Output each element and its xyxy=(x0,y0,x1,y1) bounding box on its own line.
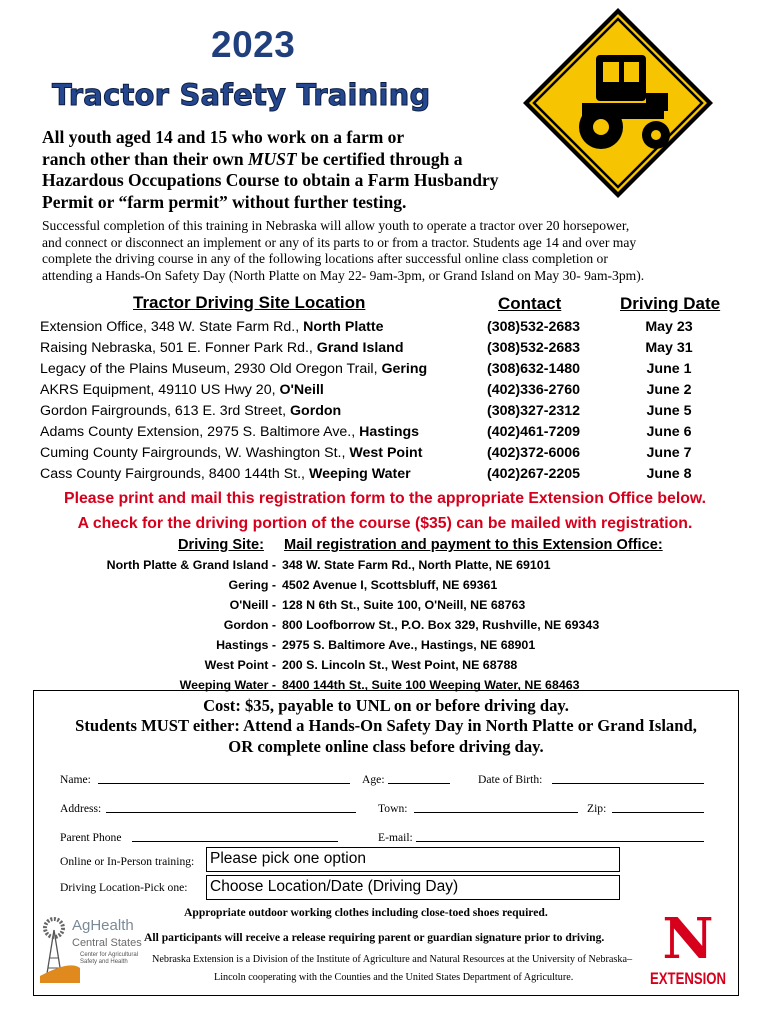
site-city: Hastings xyxy=(359,424,420,440)
aghealth-name: AgHealth xyxy=(72,917,134,934)
intro-text: ranch other than their own xyxy=(42,148,248,169)
site-phone: (402)336-2760 xyxy=(487,382,581,398)
site-address: Cass County Fairgrounds, 8400 144th St., xyxy=(40,466,309,482)
site-date: June 6 xyxy=(646,424,692,440)
site-city: Weeping Water xyxy=(308,466,411,482)
mailing-site: West Point - xyxy=(204,658,276,672)
site-address: Legacy of the Plains Museum, 2930 Old Oregon Trail, xyxy=(40,361,382,377)
list-item xyxy=(0,658,700,678)
intro-statement xyxy=(42,127,602,213)
parent-phone-label: Parent Phone xyxy=(60,831,122,844)
site-location xyxy=(40,424,419,440)
training-label: Online or In-Person training: xyxy=(60,855,195,868)
mailing-address: 4502 Avenue I, Scottsbluff, NE 69361 xyxy=(282,578,498,592)
table-row xyxy=(40,361,740,382)
list-item xyxy=(0,638,700,658)
mailing-address: 800 Loofborrow St., P.O. Box 329, Rushville, NE 69343 xyxy=(282,618,600,632)
site-address: AKRS Equipment, 49110 US Hwy 20, xyxy=(40,382,280,398)
aghealth-logo xyxy=(40,908,140,983)
mailing-site: Weeping Water - xyxy=(179,678,276,692)
site-location xyxy=(40,319,384,335)
training-select[interactable]: Please pick one option xyxy=(206,847,620,872)
intro-text: be certified through a xyxy=(296,148,463,169)
site-phone: (308)532-2683 xyxy=(487,340,581,356)
email-field[interactable] xyxy=(416,830,704,842)
site-location xyxy=(40,403,341,419)
table-row xyxy=(40,382,740,403)
column-header-date: Driving Date xyxy=(620,294,721,313)
column-header-site: Tractor Driving Site Location xyxy=(133,293,366,312)
table-row xyxy=(40,319,740,340)
release-notice: All participants will receive a release requiring parent or guardian signature prior to driving. xyxy=(144,931,605,944)
mailing-site: Hastings - xyxy=(216,638,276,652)
site-phone: (308)327-2312 xyxy=(487,403,581,419)
zip-label: Zip: xyxy=(587,802,607,815)
aghealth-center-line2: Safety and Health xyxy=(80,959,128,965)
intro-line: Permit or “farm permit” without further testing. xyxy=(42,191,407,212)
table-row xyxy=(40,403,740,424)
site-location xyxy=(40,382,324,398)
intro-emphasis: MUST xyxy=(247,148,297,169)
description-line: and connect or disconnect an implement or any of its parts to or from a tractor. Students age 14 and over may xyxy=(42,234,637,250)
site-phone: (402)267-2205 xyxy=(487,466,581,482)
site-location xyxy=(40,466,411,482)
site-address: Extension Office, 348 W. State Farm Rd., xyxy=(40,319,304,335)
site-city: Gering xyxy=(381,361,428,377)
zip-field[interactable] xyxy=(612,801,704,813)
driving-site-header: Driving Site: xyxy=(178,537,264,553)
dob-label: Date of Birth: xyxy=(478,773,543,786)
address-field[interactable] xyxy=(106,801,356,813)
mailing-site: Gering - xyxy=(228,578,276,592)
site-phone: (308)632-1480 xyxy=(487,361,581,377)
list-item xyxy=(0,578,700,598)
table-row xyxy=(40,445,740,466)
age-field[interactable] xyxy=(388,772,450,784)
mailing-address: 348 W. State Farm Rd., North Platte, NE 69101 xyxy=(282,558,551,572)
table-row xyxy=(40,424,740,445)
year-heading: 2023 xyxy=(211,24,296,65)
site-address: Adams County Extension, 2975 S. Baltimore Ave., xyxy=(40,424,360,440)
site-date: June 1 xyxy=(646,361,692,377)
town-field[interactable] xyxy=(414,801,578,813)
town-label: Town: xyxy=(378,802,408,815)
site-city: West Point xyxy=(349,445,423,461)
site-date: June 7 xyxy=(646,445,692,461)
site-city: North Platte xyxy=(303,319,384,335)
description-paragraph xyxy=(42,218,742,284)
name-label: Name: xyxy=(60,773,91,786)
nebraska-n: N xyxy=(662,906,714,972)
site-city: Gordon xyxy=(290,403,342,419)
aghealth-subtitle: Central States xyxy=(72,937,142,949)
mailing-address: 200 S. Lincoln St., West Point, NE 68788 xyxy=(282,658,518,672)
address-label: Address: xyxy=(60,802,102,815)
clothing-notice: Appropriate outdoor working clothes including close-toed shoes required. xyxy=(184,906,548,919)
aghealth-center-line1: Center for Agricultural xyxy=(80,952,139,958)
site-date: May 23 xyxy=(645,319,693,335)
mailing-site: North Platte & Grand Island - xyxy=(106,558,276,572)
requirement-line-2: OR complete online class before driving day. xyxy=(228,737,544,756)
extension-wordmark: EXTENSION xyxy=(650,969,726,988)
requirement-line: Students MUST either: Attend a Hands-On Safety Day in North Platte or Grand Island, xyxy=(75,716,697,735)
description-line: attending a Hands-On Safety Day (North Platte on May 22- 9am-3pm, or Grand Island on May 30- 9am-3pm). xyxy=(42,267,645,283)
mailing-address: 2975 S. Baltimore Ave., Hastings, NE 68901 xyxy=(282,638,536,652)
site-city: Grand Island xyxy=(316,340,404,356)
mailing-site: Gordon - xyxy=(223,618,276,632)
extension-disclaimer-2: Lincoln cooperating with the Counties and the United States Department of Agriculture. xyxy=(214,972,574,983)
age-label: Age: xyxy=(362,773,385,786)
parent-phone-field[interactable] xyxy=(132,830,338,842)
site-address: Gordon Fairgrounds, 613 E. 3rd Street, xyxy=(40,403,290,419)
site-phone: (402)461-7209 xyxy=(487,424,581,440)
intro-line: Hazardous Occupations Course to obtain a Farm Husbandry xyxy=(42,170,499,190)
site-location xyxy=(40,340,404,356)
extension-disclaimer: Nebraska Extension is a Division of the Institute of Agriculture and Natural Resources at the University of Nebraska– xyxy=(152,954,633,965)
site-location xyxy=(40,361,427,377)
print-notice: Please print and mail this registration form to the appropriate Extension Office below. xyxy=(64,490,706,507)
intro-line xyxy=(42,149,602,171)
list-item xyxy=(0,618,700,638)
site-date: May 31 xyxy=(645,340,693,356)
mailing-site: O'Neill - xyxy=(229,598,276,612)
name-field[interactable] xyxy=(98,772,350,784)
intro-line: All youth aged 14 and 15 who work on a farm or xyxy=(42,127,405,147)
dob-field[interactable] xyxy=(552,772,704,784)
site-phone: (308)532-2683 xyxy=(487,319,581,335)
table-row xyxy=(40,466,740,487)
location-label: Driving Location-Pick one: xyxy=(60,881,188,894)
list-item xyxy=(0,558,700,578)
mailing-address: 8400 144th St., Suite 100 Weeping Water, NE 68463 xyxy=(282,678,580,692)
site-date: June 5 xyxy=(646,403,692,419)
list-item xyxy=(0,598,700,618)
description-line: complete the driving course in any of the following locations after successful online class completion or xyxy=(42,251,608,266)
site-address: Cuming County Fairgrounds, W. Washington St., xyxy=(40,445,350,461)
mailing-address: 128 N 6th St., Suite 100, O'Neill, NE 68763 xyxy=(282,598,526,612)
site-city: O'Neill xyxy=(279,382,324,398)
site-phone: (402)372-6006 xyxy=(487,445,581,461)
column-header-contact: Contact xyxy=(498,294,562,313)
cost-line: Cost: $35, payable to UNL on or before driving day. xyxy=(203,696,569,715)
nebraska-extension-logo xyxy=(648,906,728,990)
description-line: Successful completion of this training in Nebraska will allow youth to operate a tractor over 20 horsepower, xyxy=(42,218,630,233)
table-row xyxy=(40,340,740,361)
email-label: E-mail: xyxy=(378,831,413,844)
site-address: Raising Nebraska, 501 E. Fonner Park Rd., xyxy=(40,340,317,356)
site-location xyxy=(40,445,422,461)
location-select[interactable]: Choose Location/Date (Driving Day) xyxy=(206,875,620,900)
site-date: June 8 xyxy=(646,466,692,482)
check-notice: A check for the driving portion of the course ($35) can be mailed with registration. xyxy=(77,515,693,532)
site-date: June 2 xyxy=(646,382,692,398)
mail-address-header: Mail registration and payment to this Extension Office: xyxy=(284,537,663,553)
page-title: Tractor Safety Training xyxy=(52,78,431,112)
